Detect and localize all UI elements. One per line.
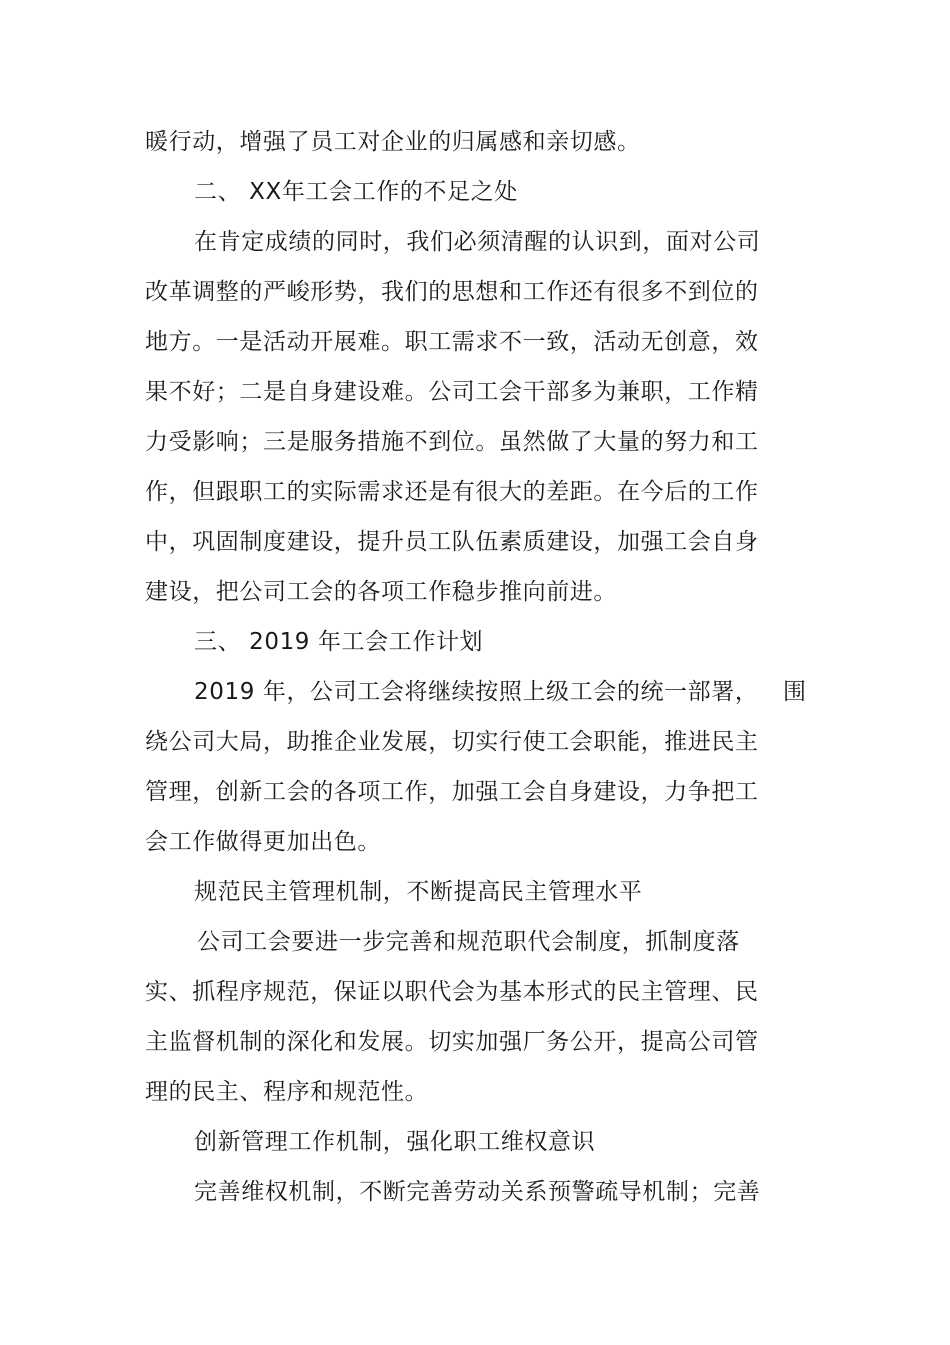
paragraph-line: 建设，把公司工会的各项工作稳步推向前进。 <box>145 579 617 605</box>
subsection-heading: 规范民主管理机制，不断提高民主管理水平 <box>194 879 643 905</box>
paragraph-line: 果不好；二是自身建设难。公司工会干部多为兼职，工作精 <box>145 379 759 405</box>
paragraph-line: 在肯定成绩的同时，我们必须清醒的认识到，面对公司 <box>194 229 761 255</box>
paragraph-line: 暖行动，增强了员工对企业的归属感和亲切感。 <box>145 129 641 155</box>
paragraph-line: 绕公司大局，助推企业发展，切实行使工会职能，推进民主 <box>145 729 759 755</box>
paragraph-line-fragment: 围 <box>783 679 807 705</box>
paragraph-line: 完善维权机制，不断完善劳动关系预警疏导机制；完善 <box>194 1179 761 1205</box>
subsection-heading: 创新管理工作机制，强化职工维权意识 <box>194 1129 596 1155</box>
paragraph-line: 公司工会要进一步完善和规范职代会制度，抓制度落 <box>197 929 740 955</box>
paragraph-line: 2019 年，公司工会将继续按照上级工会的统一部署， <box>194 679 759 705</box>
paragraph-line: 力受影响；三是服务措施不到位。虽然做了大量的努力和工 <box>145 429 759 455</box>
paragraph-line: 中，巩固制度建设，提升员工队伍素质建设，加强工会自身 <box>145 529 759 555</box>
paragraph-line: 作，但跟职工的实际需求还是有很大的差距。在今后的工作 <box>145 479 759 505</box>
paragraph-line: 实、抓程序规范，保证以职代会为基本形式的民主管理、民 <box>145 979 759 1005</box>
paragraph-line: 改革调整的严峻形势，我们的思想和工作还有很多不到位的 <box>145 279 759 305</box>
paragraph-line: 管理，创新工会的各项工作，加强工会自身建设，力争把工 <box>145 779 759 805</box>
section-heading: 二、 XX年工会工作的不足之处 <box>194 179 518 205</box>
paragraph-line: 地方。一是活动开展难。职工需求不一致，活动无创意，效 <box>145 329 759 355</box>
paragraph-line: 理的民主、程序和规范性。 <box>145 1079 429 1105</box>
section-heading: 三、 2019 年工会工作计划 <box>194 629 484 655</box>
paragraph-line: 会工作做得更加出色。 <box>145 829 381 855</box>
paragraph-line: 主监督机制的深化和发展。切实加强厂务公开，提高公司管 <box>145 1029 759 1055</box>
